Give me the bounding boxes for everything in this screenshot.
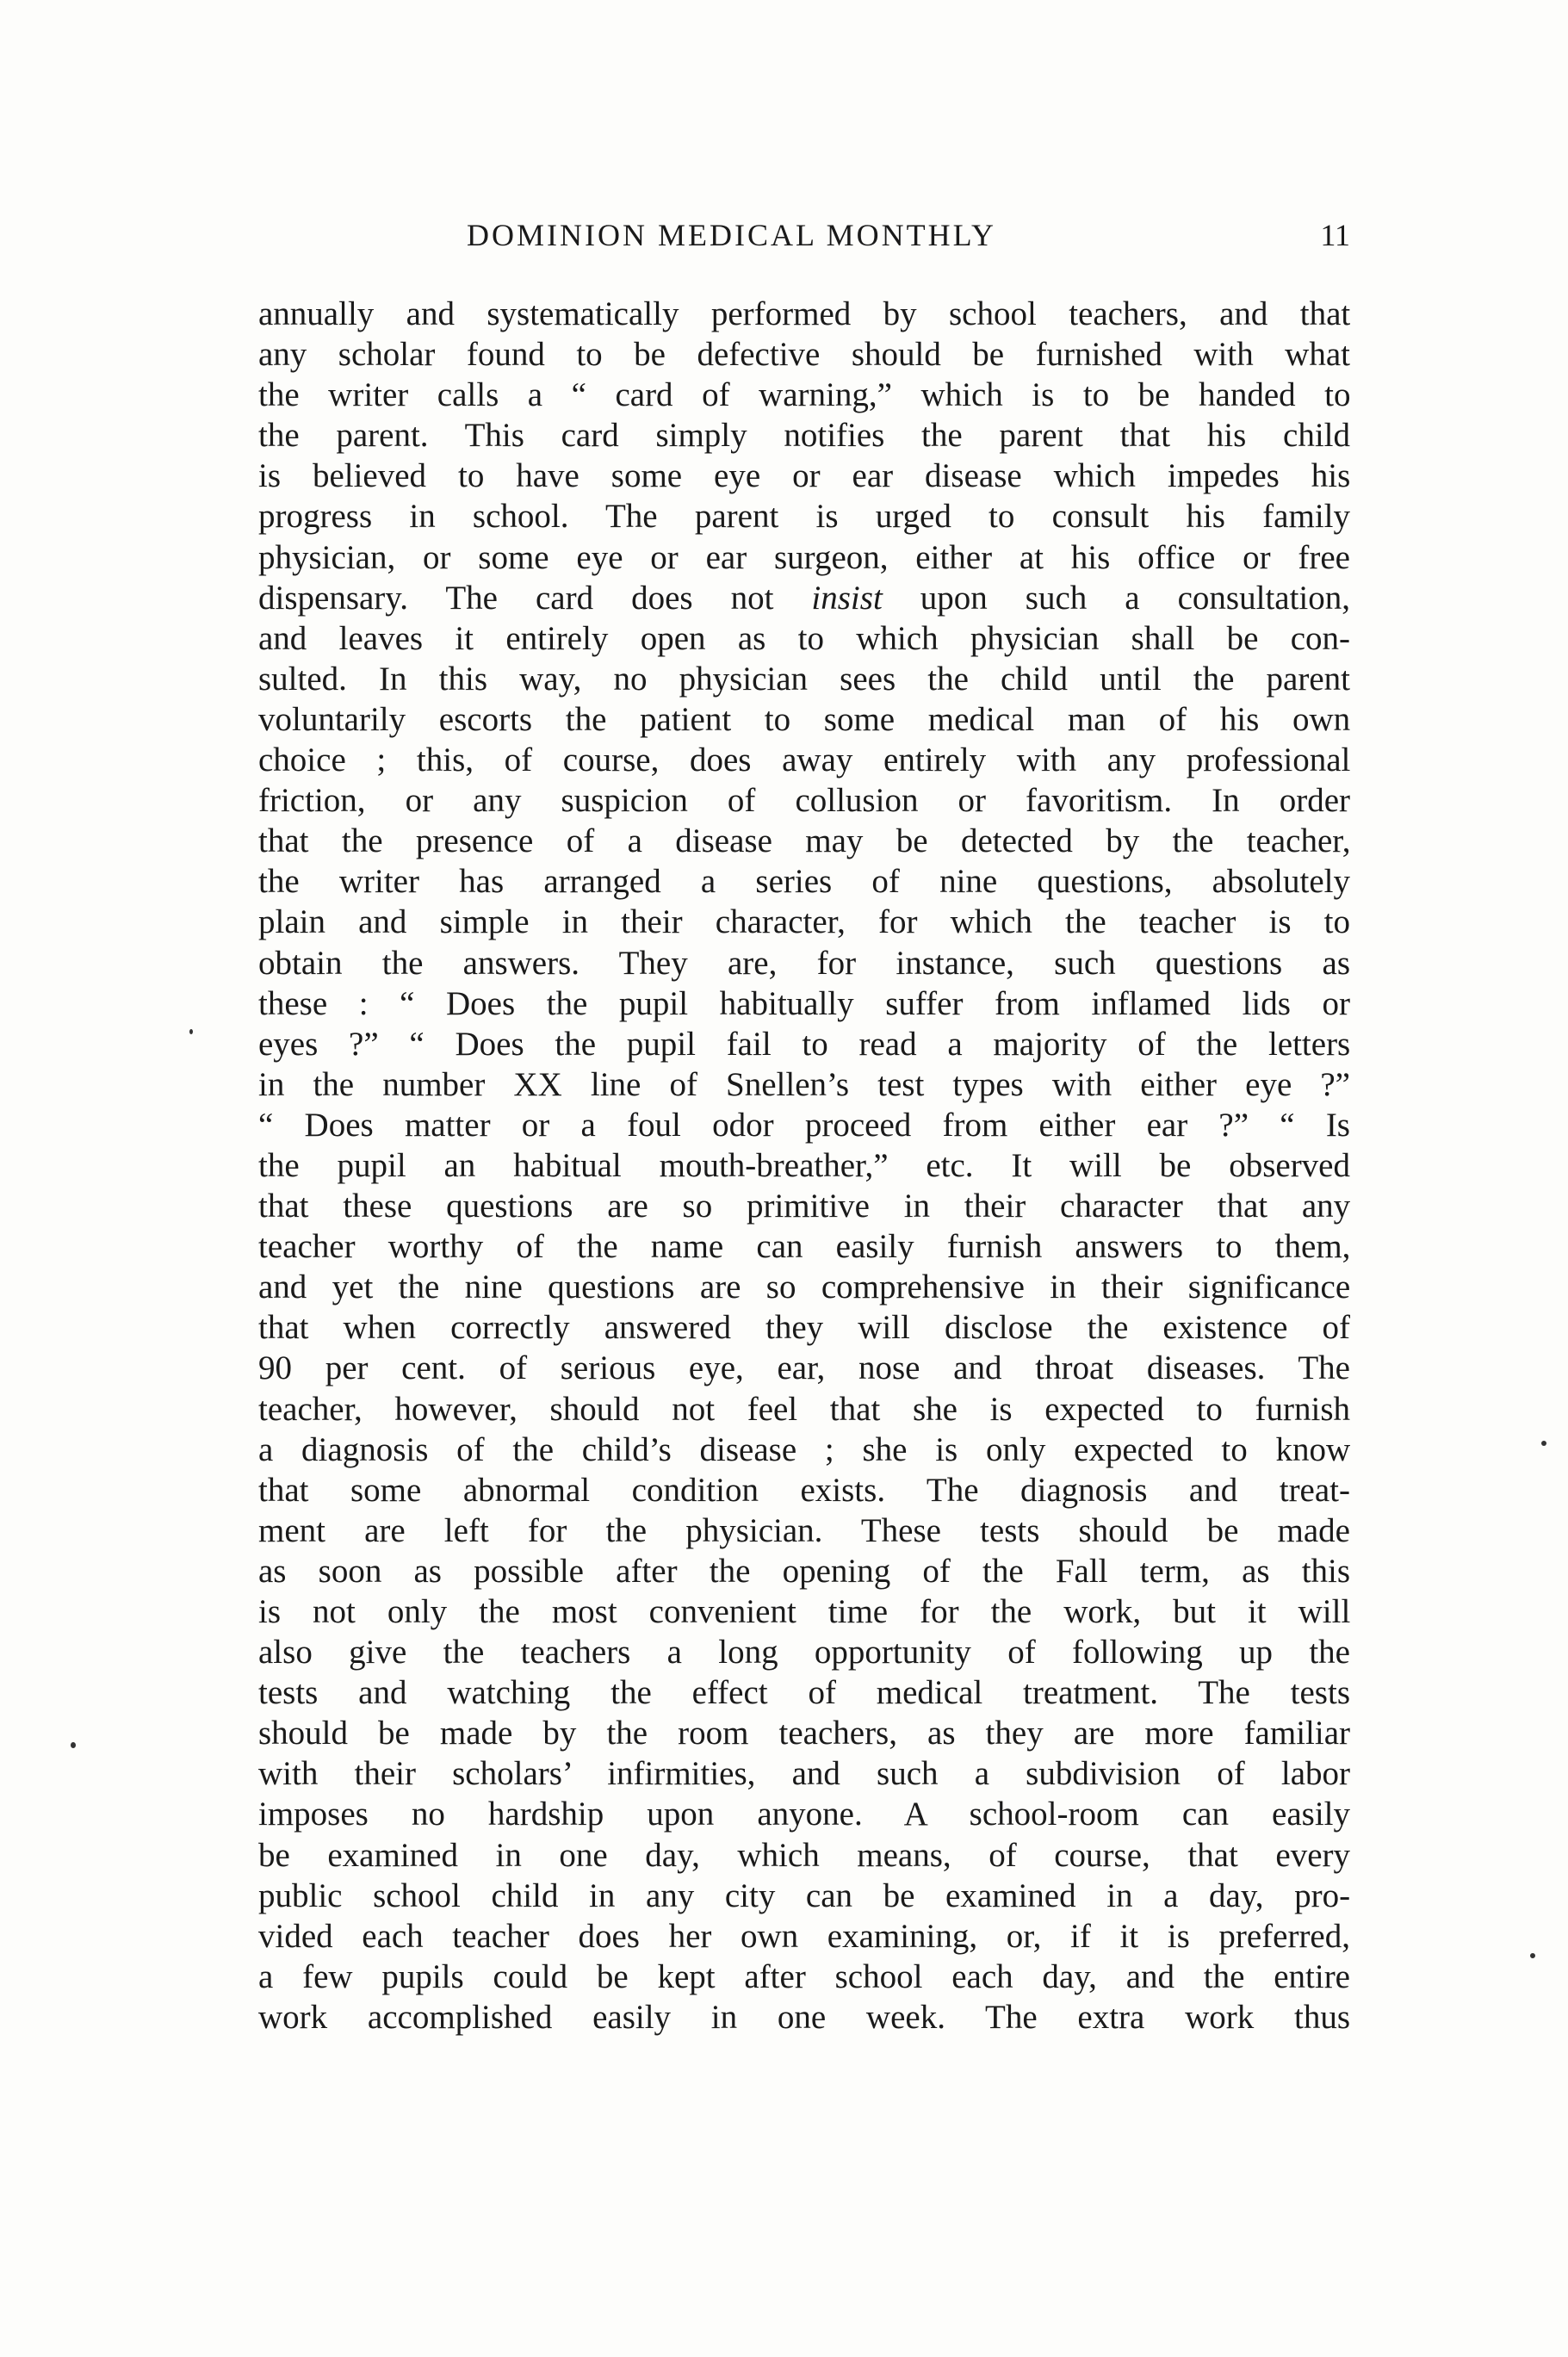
text-line: the parent. This card simply notifies the parent that his child <box>258 417 1350 455</box>
text-line: work accomplished easily in one week. The extra work thus <box>258 1998 1350 2036</box>
text-line: and yet the nine questions are so comprehensive in their significance <box>258 1268 1351 1306</box>
text-line: these : “ Does the pupil habitually suffer from inflamed lids or <box>258 984 1350 1022</box>
page-number: 11 <box>1320 218 1350 252</box>
text-line: is not only the most convenient time for the work, but it will <box>258 1593 1351 1630</box>
text-line: teacher worthy of the name can easily furnish answers to them, <box>258 1228 1351 1266</box>
text-line: in the number XX line of Snellen’s test types with either eye ?” <box>258 1065 1350 1103</box>
text-line: “ Does matter or a foul odor proceed from either ear ?” “ Is <box>258 1106 1350 1144</box>
text-line: the pupil an habitual mouth-breather,” etc. It will be observed <box>258 1146 1350 1184</box>
text-line: public school child in any city can be examined in a day, pro- <box>258 1876 1351 1914</box>
text-line: obtain the answers. They are, for instance, such questions as <box>258 944 1350 982</box>
text-line: a few pupils could be kept after school each day, and the entire <box>258 1957 1350 1995</box>
text-line: plain and simple in their character, for which the teacher is to <box>258 903 1350 941</box>
text-line: dispensary. The card does not insist upon such a consultation, <box>258 579 1351 617</box>
text-line: and leaves it entirely open as to which physician shall be con- <box>258 619 1350 657</box>
body-text <box>258 294 1350 2038</box>
text-line: any scholar found to be defective should be furnished with what <box>258 336 1350 374</box>
print-speck <box>1530 1953 1535 1958</box>
text-line: imposes no hardship upon anyone. A school-room can easily <box>258 1796 1350 1833</box>
text-line: 90 per cent. of serious eye, ear, nose and throat diseases. The <box>258 1349 1350 1387</box>
text-line: annually and systematically performed by school teachers, and that <box>258 295 1351 332</box>
text-line: that when correctly answered they will disclose the existence of <box>258 1309 1350 1347</box>
text-line: the writer has arranged a series of nine questions, absolutely <box>258 863 1350 901</box>
text-line: as soon as possible after the opening of the Fall term, as this <box>258 1552 1351 1590</box>
text-line: a diagnosis of the child’s disease ; she is only expected to know <box>258 1430 1351 1468</box>
print-speck <box>1541 1441 1546 1446</box>
text-line: physician, or some eye or ear surgeon, either at his office or free <box>258 538 1350 576</box>
italic-emphasis: insist <box>811 579 883 617</box>
text-line: is believed to have some eye or ear disease which impedes his <box>258 457 1351 495</box>
text-line: the writer calls a “ card of warning,” which is to be handed to <box>258 376 1351 414</box>
journal-title: DOMINION MEDICAL MONTHLY <box>467 218 997 252</box>
text-line: should be made by the room teachers, as they are more familiar <box>258 1715 1350 1752</box>
text-line: ment are left for the physician. These tests should be made <box>258 1511 1350 1549</box>
running-head <box>258 217 1350 269</box>
print-speck <box>189 1029 193 1034</box>
text-line: that some abnormal condition exists. The diagnosis and treat- <box>258 1471 1350 1509</box>
text-line: that the presence of a disease may be detected by the teacher, <box>258 822 1351 860</box>
text-line: with their scholars’ infirmities, and such a subdivision of labor <box>258 1755 1350 1793</box>
text-line: that these questions are so primitive in their character that any <box>258 1188 1351 1225</box>
text-line: choice ; this, of course, does away entirely with any professional <box>258 741 1351 779</box>
print-speck <box>71 1742 76 1748</box>
text-line: teacher, however, should not feel that she is expected to furnish <box>258 1390 1350 1428</box>
text-line: be examined in one day, which means, of course, that every <box>258 1836 1350 1874</box>
text-line: voluntarily escorts the patient to some medical man of his own <box>258 700 1351 738</box>
text-line: vided each teacher does her own examining, or, if it is preferred, <box>258 1917 1350 1955</box>
text-line: eyes ?” “ Does the pupil fail to read a majority of the letters <box>258 1025 1351 1063</box>
text-line: friction, or any suspicion of collusion or favoritism. In order <box>258 782 1350 820</box>
text-line: also give the teachers a long opportunity of following up the <box>258 1634 1350 1672</box>
text-line: progress in school. The parent is urged to consult his family <box>258 498 1350 536</box>
text-line: sulted. In this way, no physician sees the child until the parent <box>258 660 1350 698</box>
text-line: tests and watching the effect of medical treatment. The tests <box>258 1674 1350 1712</box>
